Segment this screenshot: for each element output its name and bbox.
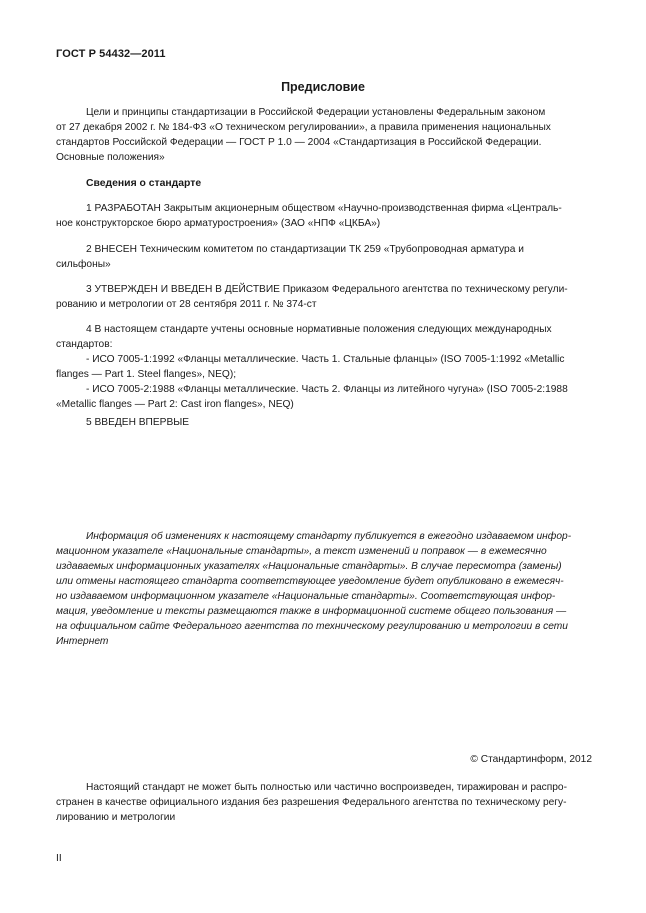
notice-line: или отмены настоящего стандарта соответствующее уведомление будет опубликовано в ежемесяч- bbox=[56, 576, 564, 587]
page-title: Предисловие bbox=[281, 80, 365, 94]
item-line: 5 ВВЕДЕН ВПЕРВЫЕ bbox=[86, 417, 190, 428]
section-heading: Сведения о стандарте bbox=[86, 178, 202, 189]
item-line: «Metallic flanges — Part 2: Cast iron flanges», NEQ) bbox=[56, 399, 294, 410]
notice-line: Информация об изменениях к настоящему стандарту публикуется в ежегодно издаваемом инфор- bbox=[86, 531, 572, 542]
notice-line: мация, уведомление и тексты размещаются также в информационной системе общего пользования — bbox=[56, 606, 567, 617]
notice-line: странен в качестве официального издания без разрешения Федерального агентства по техническому регу- bbox=[56, 797, 567, 808]
item-introduced bbox=[56, 242, 592, 272]
notice-line: лированию и метрологии bbox=[56, 812, 176, 823]
item-line: 3 УТВЕРЖДЕН И ВВЕДЕН В ДЕЙСТВИЕ Приказом Федерального агентства по техническому регули- bbox=[86, 284, 568, 295]
copyright: © Стандартинформ, 2012 bbox=[470, 754, 592, 765]
intro-line: от 27 декабря 2002 г. № 184-ФЗ «О техническом регулировании», а правила применения национальных bbox=[56, 122, 551, 133]
item-developed bbox=[56, 201, 592, 231]
item-line: - ИСО 7005-1:1992 «Фланцы металлические. Часть 1. Стальные фланцы» (ISO 7005-1:1992 «Metallic bbox=[86, 354, 565, 365]
intro-paragraph bbox=[56, 105, 592, 165]
item-line: рованию и метрологии от 28 сентября 2011 г. № 374-ст bbox=[56, 299, 317, 310]
item-line: сильфоны» bbox=[56, 259, 111, 270]
notice-line: но издаваемом информационном указателе «Национальные стандарты». Соответствующая инфор- bbox=[56, 591, 556, 602]
item-line: - ИСО 7005-2:1988 «Фланцы металлические. Часть 2. Фланцы из литейного чугуна» (ISO 7005-2:1988 bbox=[86, 384, 568, 395]
page-number: II bbox=[56, 853, 62, 864]
notice-line: на официальном сайте Федерального агентства по техническому регулированию и метрологии в сети bbox=[56, 621, 568, 632]
notice-line: издаваемых информационных указателях «Национальные стандарты». В случае пересмотра (замены) bbox=[56, 561, 562, 572]
intro-line: стандартов Российской Федерации — ГОСТ Р 1.0 — 2004 «Стандартизация в Российской Федерации. bbox=[56, 137, 542, 148]
intro-line: Цели и принципы стандартизации в Российской Федерации установлены Федеральным законом bbox=[86, 107, 546, 118]
item-line: 4 В настоящем стандарте учтены основные нормативные положения следующих международных bbox=[86, 324, 552, 335]
item-international bbox=[56, 322, 592, 412]
item-line: ное конструкторское бюро арматуростроения» (ЗАО «НПФ «ЦКБА») bbox=[56, 218, 381, 229]
changes-notice bbox=[56, 529, 592, 649]
item-line: flanges — Part 1. Steel flanges», NEQ); bbox=[56, 369, 237, 380]
intro-line: Основные положения» bbox=[56, 152, 165, 163]
item-first-time bbox=[56, 415, 592, 430]
item-line: 2 ВНЕСЕН Техническим комитетом по стандартизации ТК 259 «Трубопроводная арматура и bbox=[86, 244, 524, 255]
reproduction-notice bbox=[56, 780, 592, 825]
item-approved bbox=[56, 282, 592, 312]
item-line: 1 РАЗРАБОТАН Закрытым акционерным обществом «Научно-производственная фирма «Централь- bbox=[86, 203, 562, 214]
document-code: ГОСТ Р 54432—2011 bbox=[56, 48, 166, 60]
notice-line: Настоящий стандарт не может быть полностью или частично воспроизведен, тиражирован и распро- bbox=[86, 782, 567, 793]
item-line: стандартов: bbox=[56, 339, 113, 350]
notice-line: мационном указателе «Национальные стандарты», а текст изменений и поправок — в ежемесячно bbox=[56, 546, 547, 557]
notice-line: Интернет bbox=[56, 636, 109, 647]
